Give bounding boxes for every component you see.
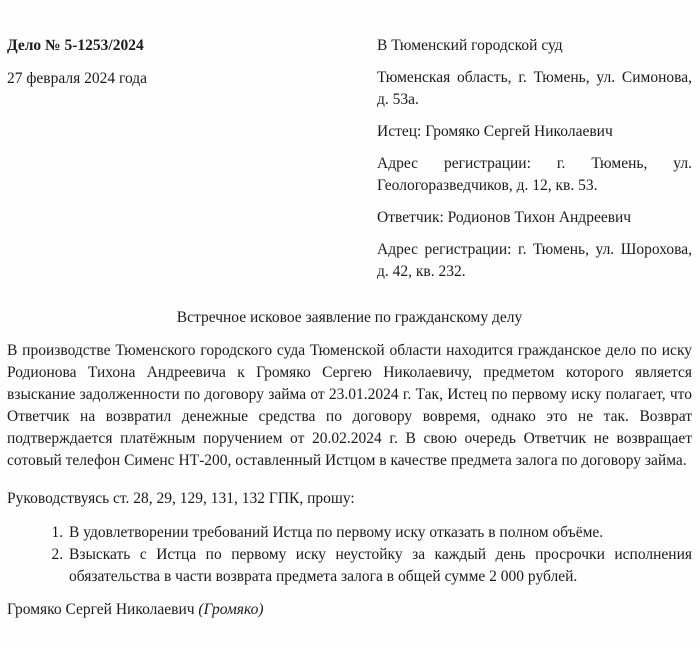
case-info-block <box>7 35 357 90</box>
court-name: В Тюменский городской суд <box>377 37 563 54</box>
addressee-block <box>377 35 692 293</box>
signatory-name: Громяко Сергей Николаевич <box>7 601 195 618</box>
requests-list <box>7 522 692 588</box>
document-header <box>7 35 692 293</box>
defendant-address: Адрес регистрации: г. Тюмень, ул. Шорохова, д. 42, кв. 232. <box>377 241 692 280</box>
court-address: Тюменская область, г. Тюмень, ул. Симонова, д. 53а. <box>377 69 692 108</box>
case-number: Дело № 5-1253/2024 <box>7 37 144 54</box>
plaintiff-name: Истец: Громяко Сергей Николаевич <box>377 123 613 140</box>
document-title: Встречное исковое заявление по гражданскому делу <box>176 309 523 326</box>
defendant-name: Ответчик: Родионов Тихон Андреевич <box>377 209 632 226</box>
request-item-1: 1. В удовлетворении требований Истца по первому иску отказать в полном объёме. <box>67 522 692 544</box>
statement-body: В производстве Тюменского городского суда Тюменской области находится гражданское дело по иску Родионова Тихона Андреевича к Громяко Сергею Николаевичу, предметом которого является взыскание задолженности по договору займа от 23.01.2024 г. Так, Истец по первому иску полагает, что Ответчик на возвратил денежные средства по договору вовремя, однако это не так. Возврат подтверждается платёжным поручением от 20.02.2024 г. В свою очередь Ответчик не возвращает сотовый телефон Сименс НТ-200, оставленный Истцом в качестве предмета залога по договору займа. <box>7 342 692 469</box>
plaintiff-address: Адрес регистрации: г. Тюмень, ул. Геологоразведчиков, д. 12, кв. 53. <box>377 155 692 194</box>
signature-autograph: (Громяко) <box>198 601 264 618</box>
request-item-2: 2. Взыскать с Истца по первому иску неустойку за каждый день просрочки исполнения обязательства в части возврата предмета залога в общей сумме 2 000 рублей. <box>67 544 692 588</box>
request-intro: Руководствуясь ст. 28, 29, 129, 131, 132 ГПК, прошу: <box>7 490 355 507</box>
signature-line <box>7 599 692 621</box>
case-date: 27 февраля 2024 года <box>7 70 148 87</box>
